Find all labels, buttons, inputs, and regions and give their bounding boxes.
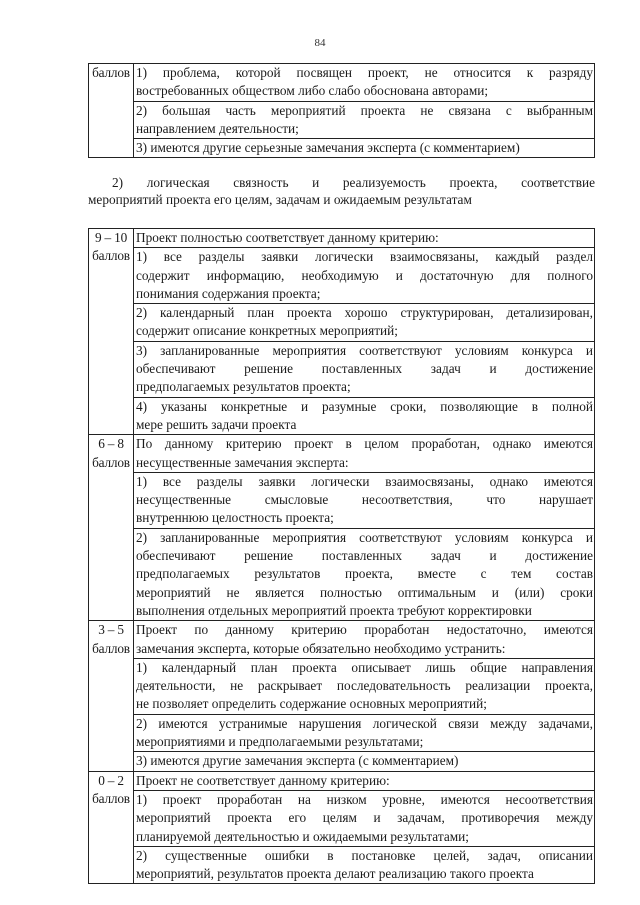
text-line: мероприятий проекта его целям и задачам, противоречия между xyxy=(136,810,593,826)
text-line: востребованных обществом либо слабо обоснована авторами; xyxy=(136,83,489,99)
text-line: 1) проект проработан на низком уровне, имеются несоответствия xyxy=(136,791,593,807)
score-cell xyxy=(89,435,134,621)
text-line: замечания эксперта, которые обязательно необходимо устранить: xyxy=(136,640,506,656)
score-cell xyxy=(89,771,134,884)
text-line: выполнения отдельных мероприятий проекта требуют корректировки xyxy=(136,602,532,618)
text-line: обеспечивают решение поставленных задач и достижение xyxy=(136,361,593,377)
text-line: внутреннюю целостность проекта; xyxy=(136,510,334,526)
text-line: 2) имеются устранимые нарушения логической связи между задачами, xyxy=(136,715,593,731)
text-line: 3) имеются другие серьезные замечания эксперта (с комментарием) xyxy=(136,140,520,156)
text-line: 3) запланированные мероприятия соответствуют условиям конкурса и xyxy=(136,342,593,358)
text-line: 2) существенные ошибки в постановке целей, задач, описании xyxy=(136,847,593,863)
page-number: 84 xyxy=(314,37,326,49)
text-line: 1) все разделы заявки логически взаимосвязаны, каждый раздел xyxy=(136,249,593,265)
score-label: 6 – 8 xyxy=(98,436,124,452)
table-row xyxy=(89,621,595,771)
criterion-item xyxy=(134,791,594,847)
text-line: 2) календарный план проекта хорошо структурирован, детализирован, xyxy=(136,305,593,321)
criterion-heading xyxy=(88,174,595,208)
text-line: По данному критерию проект в целом проработан, однако имеются xyxy=(136,436,593,452)
score-label: баллов xyxy=(92,248,130,264)
description-cell xyxy=(134,229,595,435)
score-cell xyxy=(89,229,134,435)
text-line: мероприятиями и предполагаемыми результатами; xyxy=(136,734,424,750)
criterion-item xyxy=(134,772,594,791)
description-cell xyxy=(134,64,595,158)
score-label: 3 – 5 xyxy=(98,622,124,638)
text-line: понимания содержания проекта; xyxy=(136,285,321,301)
criterion-item xyxy=(134,304,594,342)
description-cell xyxy=(134,621,595,771)
text-line: не позволяет определить содержание основных мероприятий; xyxy=(136,696,487,712)
text-line: Проект не соответствует данному критерию: xyxy=(136,772,390,788)
criterion-item xyxy=(134,64,594,102)
text-line: мероприятий, результатов проекта делают реализацию такого проекта xyxy=(136,866,534,882)
criterion-item xyxy=(134,752,594,770)
score-label: баллов xyxy=(92,790,130,806)
criterion-item xyxy=(134,229,594,248)
text-line: обеспечивают решение поставленных задач и достижение xyxy=(136,548,593,564)
text-line: содержит описание конкретных мероприятий; xyxy=(136,323,398,339)
score-label: баллов xyxy=(92,65,130,80)
criterion-item xyxy=(134,473,594,529)
criterion-line: 2) логическая связность и реализуемость проекта, соответствие xyxy=(112,175,595,190)
criterion-item xyxy=(134,398,594,435)
text-line: Проект полностью соответствует данному критерию: xyxy=(136,230,439,245)
criterion-item xyxy=(134,529,594,620)
text-line: 4) указаны конкретные и разумные сроки, позволяющие в полной xyxy=(136,398,593,414)
criterion-item xyxy=(134,621,594,659)
score-cell xyxy=(89,64,134,158)
table-row xyxy=(89,64,595,158)
criteria-table-continued xyxy=(88,63,595,158)
table-row xyxy=(89,229,595,435)
score-cell xyxy=(89,621,134,771)
text-line: содержит информацию, необходимую и достаточную для полного xyxy=(136,267,593,283)
text-line: 2) запланированные мероприятия соответствуют условиям конкурса и xyxy=(136,529,593,545)
criterion-item xyxy=(134,659,594,715)
criteria-table xyxy=(88,228,595,884)
table-row xyxy=(89,771,595,884)
text-line: 3) имеются другие замечания эксперта (с комментарием) xyxy=(136,753,459,769)
text-line: мероприятий не является полностью оптимальным и (или) сроки xyxy=(136,584,593,600)
score-label: 9 – 10 xyxy=(94,230,128,245)
text-line: Проект по данному критерию проработан недостаточно, имеются xyxy=(136,622,593,638)
text-line: 2) большая часть мероприятий проекта не связана с выбранным xyxy=(136,102,593,118)
text-line: деятельности, не раскрывает последовательность реализации проекта, xyxy=(136,678,593,694)
description-cell xyxy=(134,435,595,621)
text-line: мере решить задачи проекта xyxy=(136,416,297,432)
criterion-item xyxy=(134,342,594,398)
table-row xyxy=(89,435,595,621)
text-line: 1) проблема, которой посвящен проект, не относится к разряду xyxy=(136,65,593,80)
score-label: баллов xyxy=(92,454,130,470)
score-label: баллов xyxy=(92,640,130,656)
text-line: 1) календарный план проекта описывает лишь общие направления xyxy=(136,659,593,675)
description-cell xyxy=(134,771,595,884)
text-line: предполагаемых результатов проекта; xyxy=(136,379,351,395)
criterion-item xyxy=(134,847,594,884)
criterion-item xyxy=(134,139,594,157)
text-line: предполагаемых результатов проекта, вместе с тем состав xyxy=(136,566,593,582)
criterion-line: мероприятий проекта его целям, задачам и ожидаемым результатам xyxy=(88,192,472,207)
text-line: несущественные смысловые несоответствия, что нарушает xyxy=(136,492,593,508)
text-line: 1) все разделы заявки логически взаимосвязаны, однако имеются xyxy=(136,473,593,489)
criterion-item xyxy=(134,248,594,304)
score-label: 0 – 2 xyxy=(98,772,124,788)
text-line: несущественные замечания эксперта: xyxy=(136,454,349,470)
text-line: направлением деятельности; xyxy=(136,120,299,136)
criterion-item xyxy=(134,435,594,473)
criterion-item xyxy=(134,715,594,753)
criterion-item xyxy=(134,102,594,140)
text-line: планируемой деятельностью и ожидаемыми результатами; xyxy=(136,828,469,844)
